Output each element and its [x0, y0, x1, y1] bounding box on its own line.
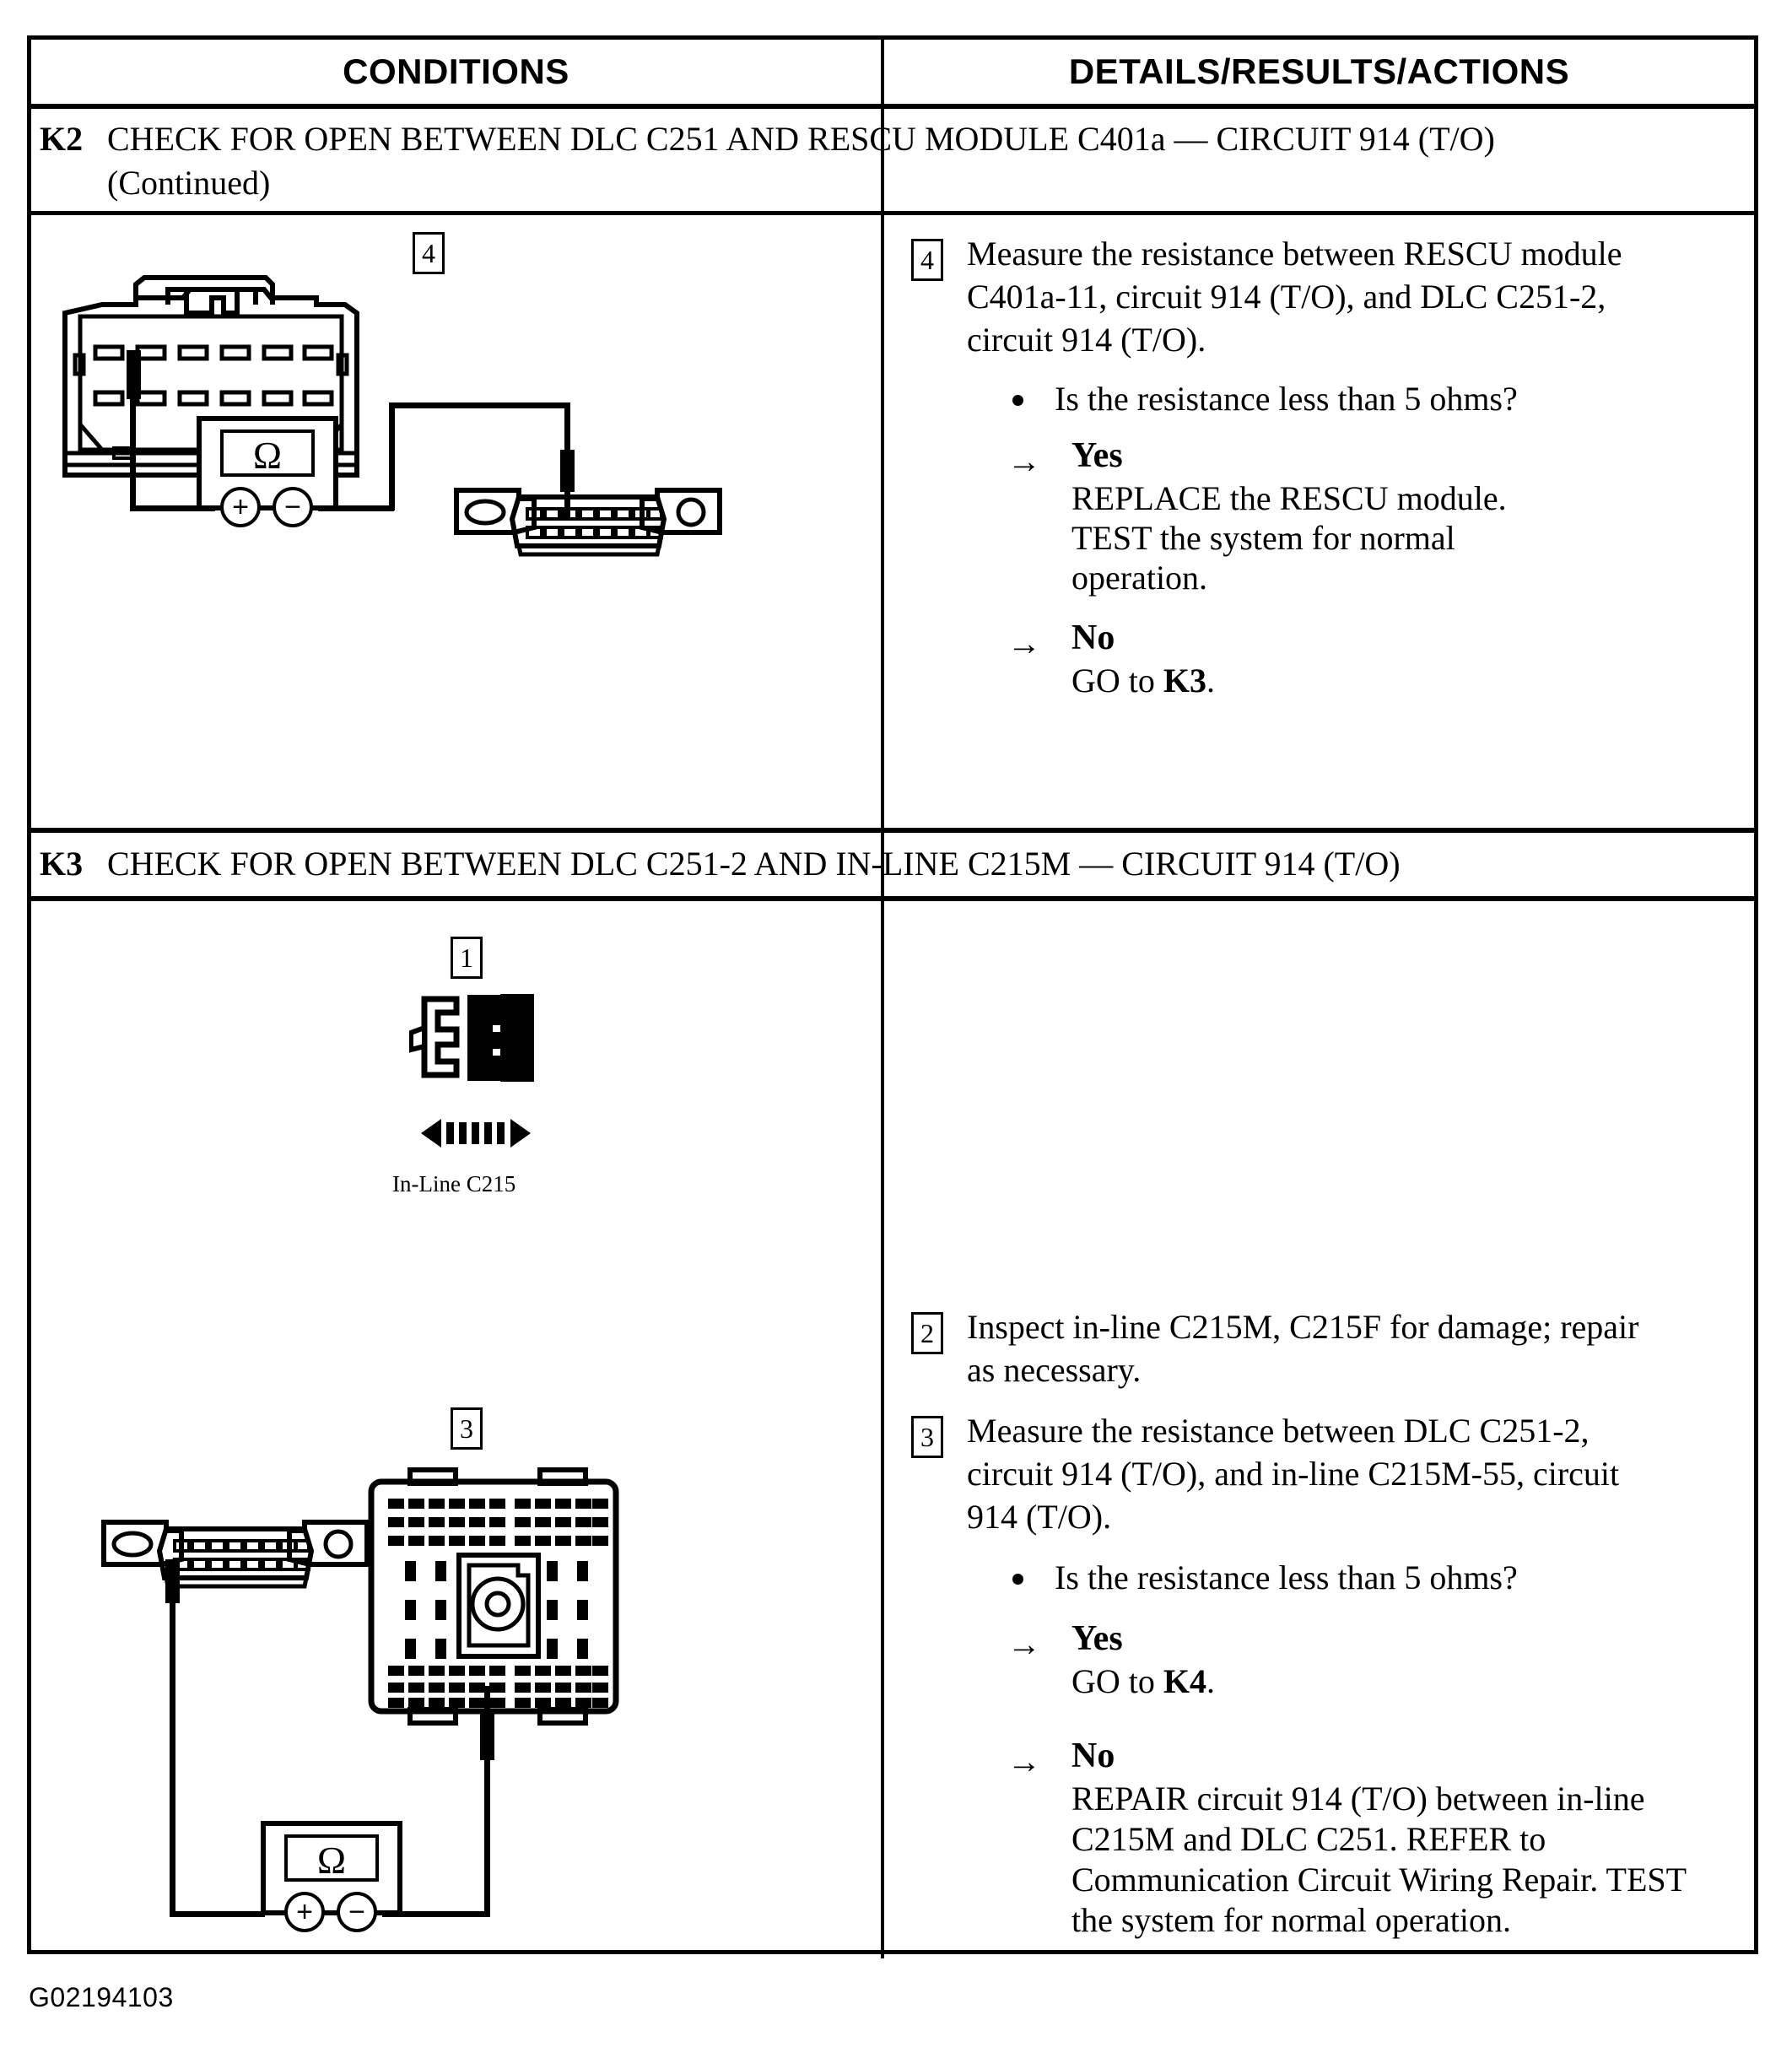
header-rule [31, 104, 1754, 109]
action-step-3-line-1: Measure the resistance between DLC C251-2, [967, 1412, 1590, 1450]
action-step-2-line-2: as necessary. [967, 1351, 1142, 1389]
action-step-4-line-1: Measure the resistance between RESCU module [967, 235, 1622, 273]
ohmmeter-display: Ω [220, 429, 315, 477]
lead-wire-minus-riser [389, 402, 395, 510]
disconnect-arrows-icon [421, 1115, 531, 1151]
meter-wire-left-stub [197, 505, 215, 511]
ohmmeter-positive-terminal: + [220, 487, 261, 527]
k2-diagram [31, 215, 881, 547]
action-step-4-line-3: circuit 914 (T/O). [967, 321, 1206, 359]
column-header-conditions: CONDITIONS [343, 51, 569, 91]
ohmmeter-negative-terminal: − [273, 487, 313, 527]
lead-wire-c401a [130, 396, 136, 510]
lead-wire-minus-top [389, 402, 570, 408]
ohmmeter-display-2: Ω [284, 1834, 379, 1882]
lead-wire-minus-riser-2 [484, 1755, 490, 1917]
in-line-c215-connector-icon [409, 994, 561, 1112]
goto-suffix-2: . [1206, 1662, 1216, 1700]
k3-question-text: Is the resistance less than 5 ohms? [1055, 1558, 1518, 1596]
goto-suffix: . [1206, 662, 1216, 700]
action-step-badge-3: 3 [911, 1416, 943, 1458]
answer-no-goto [1071, 659, 1215, 702]
column-header-details: DETAILS/RESULTS/ACTIONS [1068, 51, 1570, 91]
ohmmeter-negative-terminal-2: − [337, 1892, 377, 1932]
probe-tip-c401a [127, 350, 141, 399]
goto-prefix: GO to [1071, 662, 1163, 700]
answer-yes-line-2: TEST the system for normal [1071, 519, 1455, 557]
dlc-c251-connector-icon [453, 485, 723, 561]
section-title-k3: CHECK FOR OPEN BETWEEN DLC C251-2 AND IN-LINE C215M — CIRCUIT 914 (T/O) [107, 845, 1401, 883]
action-step-4-line-2: C401a-11, circuit 914 (T/O), and DLC C251-2, [967, 278, 1606, 316]
goto-target-k4: K4 [1163, 1662, 1207, 1700]
answer-label-yes-2: Yes [1071, 1619, 1123, 1658]
k2-actions-column [884, 215, 1754, 700]
action-step-3-line-3: 914 (T/O). [967, 1498, 1112, 1536]
answer-yes-line-1: REPLACE the RESCU module. [1071, 479, 1507, 517]
in-line-c215m-connector-icon [363, 1467, 624, 1728]
lead-wire-minus-drop [564, 402, 570, 455]
answer-no-line-3: Communication Circuit Wiring Repair. TEST [1071, 1861, 1687, 1899]
ohmmeter-positive-terminal-2: + [284, 1892, 325, 1932]
yes-arrow-icon-2: → [1007, 1625, 1041, 1663]
k2-bottom-rule [31, 828, 1754, 833]
yes-arrow-icon: → [1007, 442, 1041, 480]
answer-no-line-4: the system for normal operation. [1071, 1901, 1511, 1939]
question-bullet-icon [1012, 395, 1023, 406]
no-arrow-icon: → [1007, 624, 1041, 662]
lead-wire-to-plus [130, 505, 202, 511]
figure-reference-code: G02194103 [29, 1982, 174, 2012]
section-code-k2: K2 [40, 120, 84, 158]
answer-label-no: No [1071, 618, 1115, 657]
k3-diagram-column [31, 901, 881, 1954]
k2-question-text: Is the resistance less than 5 ohms? [1055, 380, 1518, 418]
question-bullet-icon-2 [1012, 1574, 1023, 1585]
answer-yes-line-3: operation. [1071, 559, 1208, 597]
diagram-step-badge-4: 4 [413, 232, 445, 274]
section-title-k2: CHECK FOR OPEN BETWEEN DLC C251 AND RESCU MODULE C401a — CIRCUIT 914 (T/O) [107, 120, 1495, 158]
goto-prefix-2: GO to [1071, 1662, 1163, 1700]
action-step-badge-2: 2 [911, 1312, 943, 1354]
goto-target-k3: K3 [1163, 662, 1207, 700]
diagram-step-badge-1: 1 [451, 937, 483, 979]
no-arrow-icon-2: → [1007, 1742, 1041, 1780]
lead-wire-minus [318, 505, 394, 511]
lead-wire-dlc-down [170, 1596, 175, 1917]
action-step-3-line-2: circuit 914 (T/O), and in-line C215M-55, circuit [967, 1455, 1620, 1493]
action-step-2-line-1: Inspect in-line C215M, C215F for damage; repair [967, 1308, 1639, 1346]
in-line-c215-caption: In-Line C215 [392, 1171, 516, 1196]
section-continued-k2: (Continued) [107, 164, 271, 202]
dlc-c251-connector-icon-2 [100, 1517, 370, 1593]
answer-yes-goto [1071, 1660, 1215, 1703]
lead-wire-dlc-to-plus [170, 1911, 265, 1917]
answer-no-line-2: C215M and DLC C251. REFER to [1071, 1820, 1546, 1858]
pinpoint-test-table [27, 35, 1758, 1954]
section-code-k3: K3 [40, 845, 84, 883]
answer-label-no-2: No [1071, 1737, 1115, 1775]
k3-actions-column [884, 901, 1754, 1954]
action-step-badge-4: 4 [911, 239, 943, 281]
diagram-step-badge-3: 3 [451, 1407, 483, 1450]
answer-no-line-1: REPAIR circuit 914 (T/O) between in-line [1071, 1780, 1645, 1818]
lead-wire-minus-2 [382, 1911, 490, 1917]
answer-label-yes: Yes [1071, 436, 1123, 475]
